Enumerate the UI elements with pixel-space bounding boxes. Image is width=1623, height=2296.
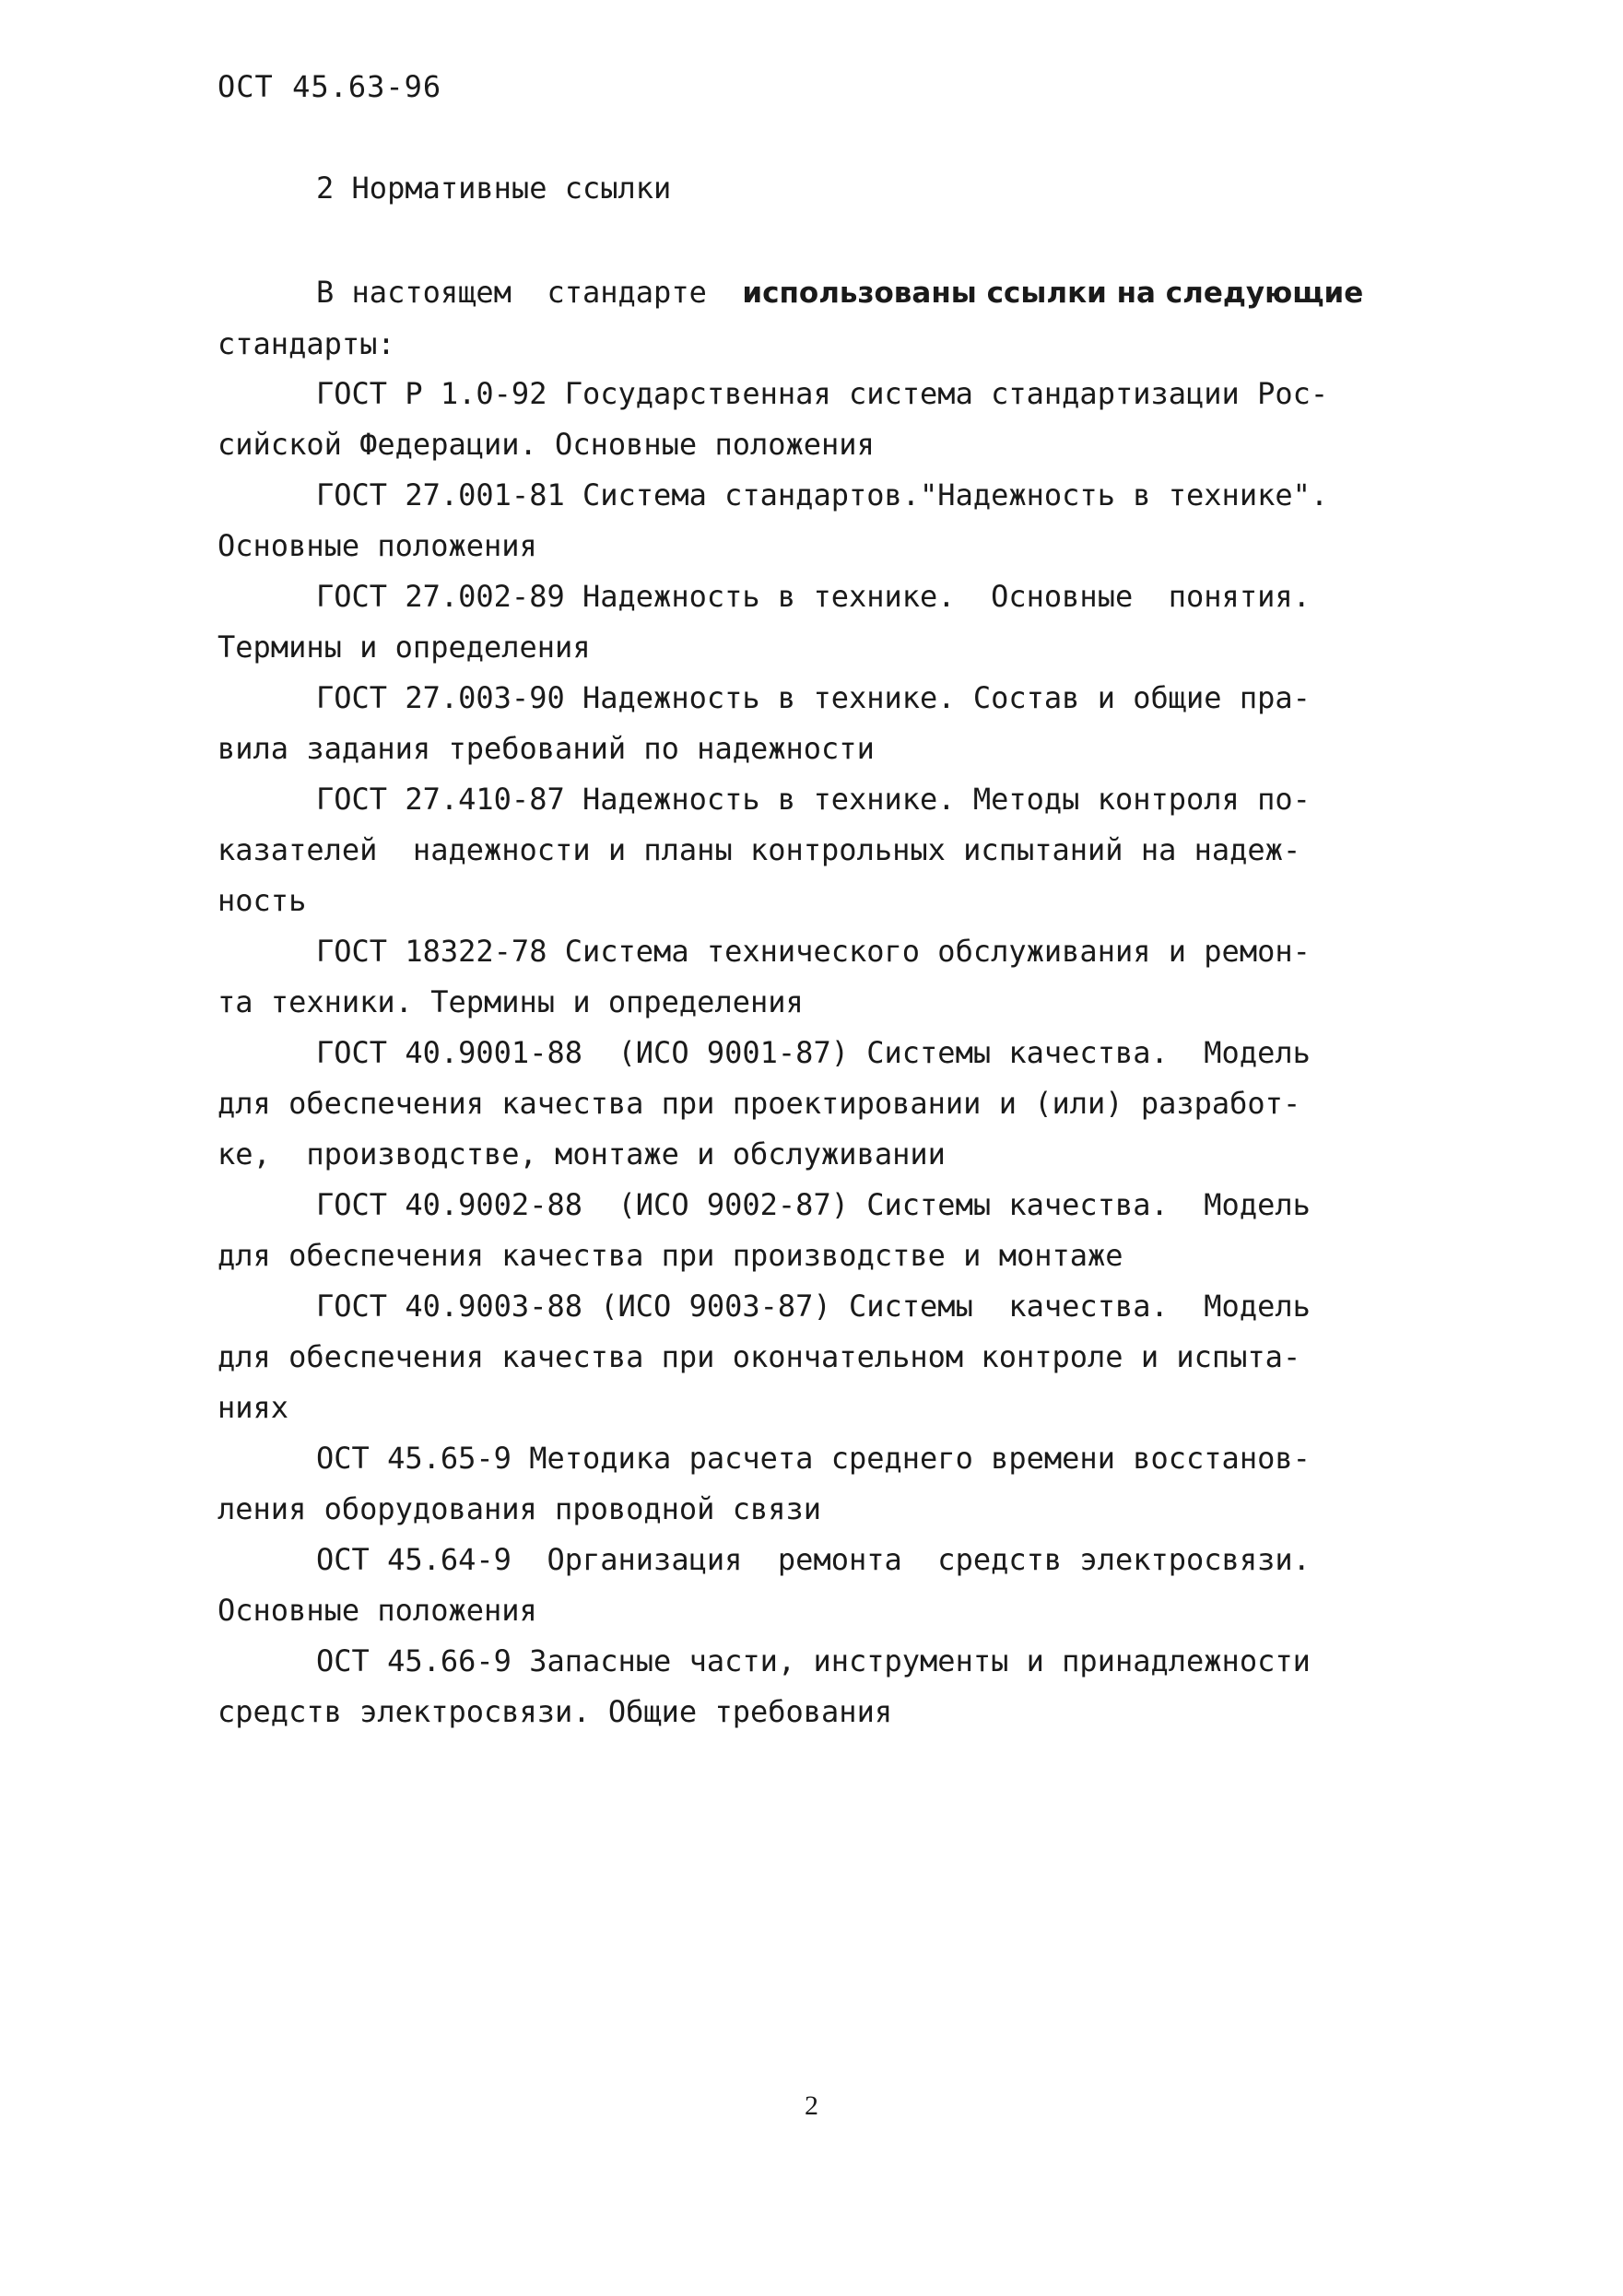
reference-line: для обеспечения качества при проектировании и (или) разработ- (218, 1086, 1301, 1121)
reference-line: Основные положения (218, 528, 537, 563)
reference-line: ления оборудования проводной связи (218, 1491, 822, 1526)
reference-line: ГОСТ 18322-78 Система технического обслуживания и ремон- (316, 934, 1311, 969)
reference-list (218, 369, 1434, 1737)
reference-line: ке, производстве, монтаже и обслуживании (218, 1136, 946, 1172)
reference-line: ОСТ 45.66-9 Запасные части, инструменты и принадлежности (316, 1643, 1311, 1678)
reference-item (218, 369, 1434, 470)
reference-line: ность (218, 883, 307, 918)
reference-line: ГОСТ Р 1.0-92 Государственная система стандартизации Рос- (316, 376, 1329, 411)
reference-line: ГОСТ 40.9003-88 (ИСО 9003-87) Системы качества. Модель (316, 1289, 1311, 1324)
reference-line: ГОСТ 27.002-89 Надежность в технике. Основные понятия. (316, 579, 1311, 614)
intro-paragraph (218, 267, 1425, 370)
section-heading: 2 Нормативные ссылки (316, 171, 672, 206)
reference-line: ОСТ 45.65-9 Методика расчета среднего времени восстанов- (316, 1441, 1311, 1476)
reference-line: ГОСТ 27.410-87 Надежность в технике. Методы контроля по- (316, 782, 1311, 817)
reference-item (218, 470, 1434, 571)
intro-bold-text: использованы ссылки на следующие (742, 277, 1364, 310)
reference-item (218, 673, 1434, 774)
reference-line: ГОСТ 40.9002-88 (ИСО 9002-87) Системы качества. Модель (316, 1187, 1311, 1222)
reference-item (218, 1433, 1434, 1535)
reference-line: вила задания требований по надежности (218, 731, 875, 766)
reference-line: для обеспечения качества при производстве и монтаже (218, 1238, 1123, 1273)
reference-item (218, 1636, 1434, 1737)
reference-line: для обеспечения качества при окончательном контроле и испыта- (218, 1339, 1301, 1374)
reference-line: ОСТ 45.64-9 Организация ремонта средств электросвязи. (316, 1542, 1311, 1577)
reference-item (218, 1281, 1434, 1433)
reference-item (218, 571, 1434, 673)
page-number: 2 (805, 2090, 818, 2121)
reference-item (218, 1028, 1434, 1180)
reference-item (218, 1535, 1434, 1636)
reference-line: ниях (218, 1390, 289, 1425)
reference-line: казателей надежности и планы контрольных испытаний на надеж- (218, 832, 1301, 867)
intro-continuation: стандарты: (218, 326, 395, 361)
reference-line: ГОСТ 27.003-90 Надежность в технике. Состав и общие пра- (316, 680, 1311, 715)
reference-line: Термины и определения (218, 630, 591, 665)
reference-line: средств электросвязи. Общие требования (218, 1694, 893, 1729)
reference-item (218, 1180, 1434, 1281)
reference-line: ГОСТ 40.9001-88 (ИСО 9001-87) Системы качества. Модель (316, 1035, 1311, 1070)
reference-item (218, 774, 1434, 926)
reference-line: та техники. Термины и определения (218, 984, 804, 1019)
reference-line: ГОСТ 27.001-81 Система стандартов."Надежность в технике". (316, 477, 1329, 512)
document-code: ОСТ 45.63-96 (218, 69, 442, 104)
intro-prefix: В настоящем стандарте (316, 275, 743, 310)
reference-item (218, 926, 1434, 1028)
intro-line-1 (218, 267, 1425, 319)
reference-line: Основные положения (218, 1593, 537, 1628)
reference-line: сийской Федерации. Основные положения (218, 427, 875, 462)
